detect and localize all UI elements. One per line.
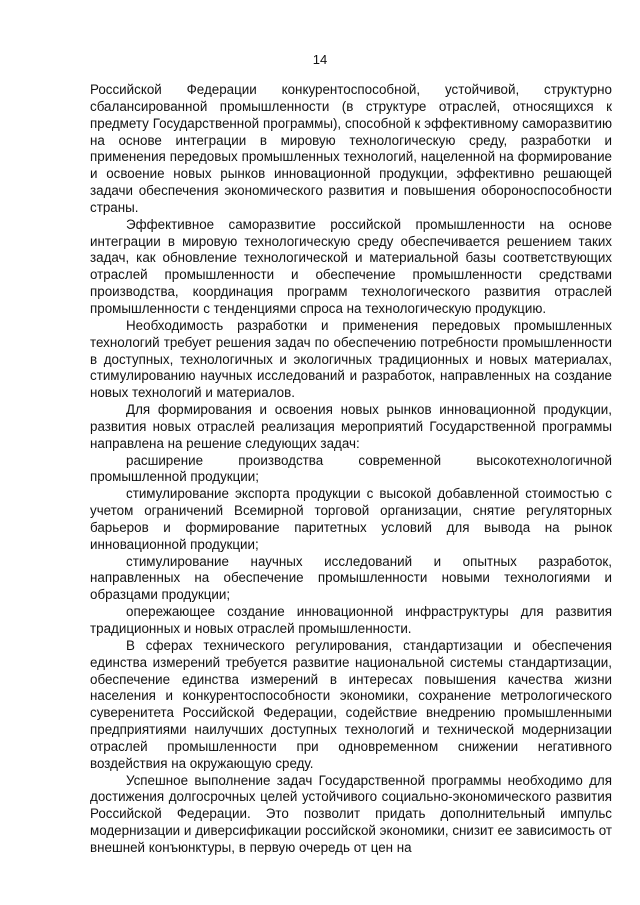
page-number: 14 (312, 52, 328, 67)
list-item: стимулирование экспорта продукции с высокой добавленной стоимостью с учетом ограничений Всемирной торговой организации, снятие регуляторных барьеров и формирование паритетных условий для вывода на рынок инновационной продукции; (90, 486, 612, 552)
paragraph: Российской Федерации конкурентоспособной, устойчивой, структурно сбалансированной промышленности (в структуре отраслей, относящихся к предмету Государственной программы), способной к эффективному саморазвитию на основе интеграции в мировую технологическую среду, разработки и применения передовых промышленных технологий, нацеленной на формирование и освоение новых рынков инновационной продукции, эффективно решающей задачи обеспечения экономического развития и повышения обороноспособности страны. (90, 82, 612, 215)
list-item: опережающее создание инновационной инфраструктуры для развития традиционных и новых отраслей промышленности. (90, 604, 612, 636)
list-item: стимулирование научных исследований и опытных разработок, направленных на обеспечение промышленности новыми технологиями и образцами продукции; (90, 553, 612, 603)
paragraph: Необходимость разработки и применения передовых промышленных технологий требует решения задач по обеспечению потребности промышленности в доступных, технологичных и экологичных традиционных и новых материалах, стимулированию научных исследований и разработок, направленных на создание новых технологий и материалов. (90, 317, 612, 401)
document-body (90, 82, 612, 857)
paragraph: В сферах технического регулирования, стандартизации и обеспечения единства измерений требуется развитие национальной системы стандартизации, обеспечение единства измерений в интересах повышения качества жизни населения и конкурентоспособности экономики, сохранение метрологического суверенитета Российской Федерации, содействие внедрению промышленными предприятиями наилучших доступных технологий и технической модернизации отраслей промышленности при одновременном снижении негативного воздействия на окружающую среду. (90, 637, 612, 771)
paragraph: Успешное выполнение задач Государственной программы необходимо для достижения долгосрочных целей устойчивого социально-экономического развития Российской Федерации. Это позволит придать дополнительный импульс модернизации и диверсификации российской экономики, снизит ее зависимость от внешней конъюнктуры, в первую очередь от цен на (90, 772, 612, 855)
paragraph: Для формирования и освоения новых рынков инновационной продукции, развития новых отраслей реализация мероприятий Государственной программы направлена на решение следующих задач: (90, 402, 612, 451)
paragraph: Эффективное саморазвитие российской промышленности на основе интеграции в мировую технологическую среду обеспечивается решением таких задач, как обновление технологической и материальной базы соответствующих отраслей промышленности и обеспечение промышленности средствами производства, координация программ технологического развития отраслей промышленности с тенденциями спроса на технологическую продукцию. (90, 216, 612, 316)
list-item: расширение производства современной высокотехнологичной промышленной продукции; (90, 452, 612, 485)
